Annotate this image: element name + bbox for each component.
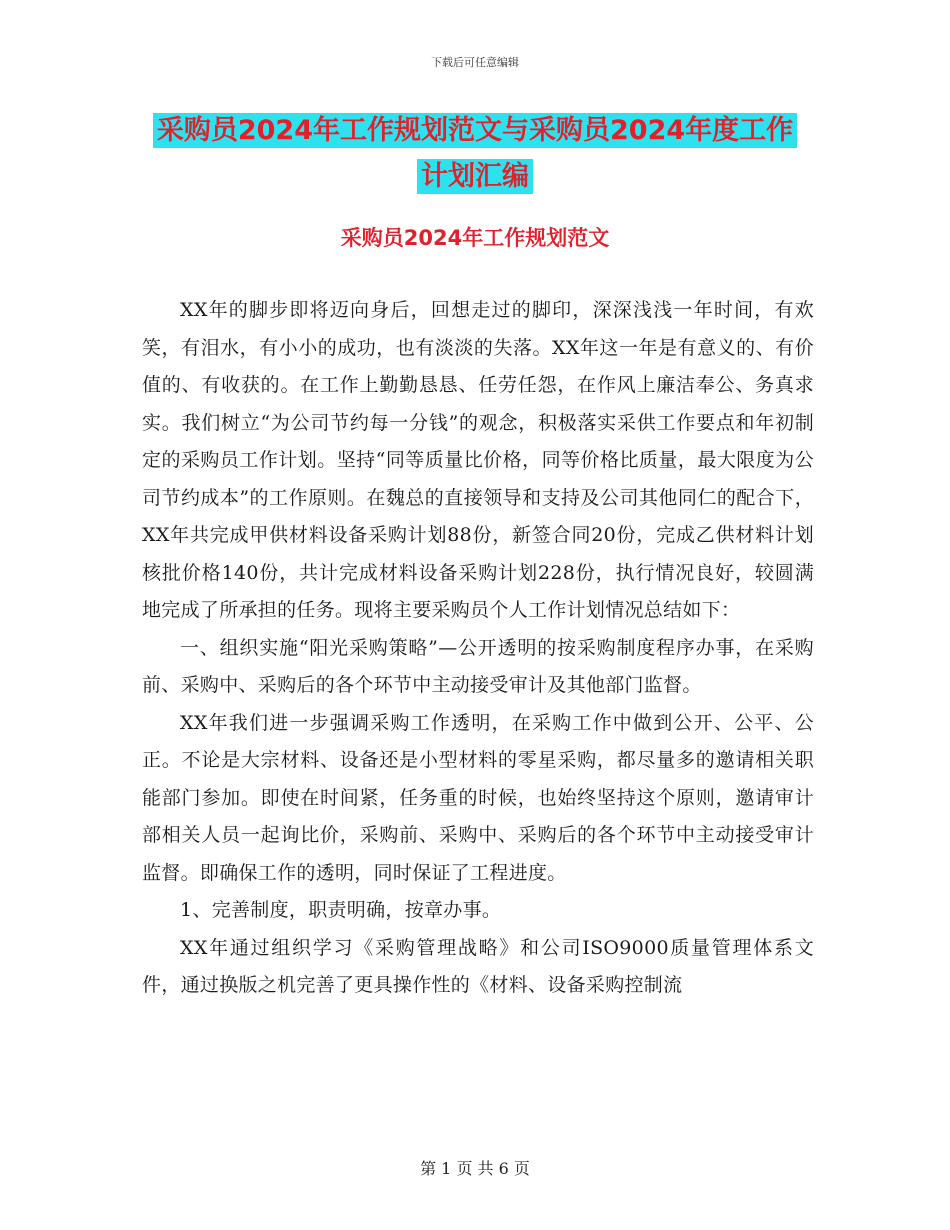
section-title: 采购员2024年工作规划范文 xyxy=(340,226,610,250)
document-title xyxy=(140,108,810,200)
document-title-line1: 采购员2024年工作规划范文与采购员2024年度工作 xyxy=(153,113,797,148)
document-title-line2: 计划汇编 xyxy=(417,159,533,194)
page-footer: 第 1 页 共 6 页 xyxy=(420,1159,530,1178)
body-text xyxy=(142,292,814,1005)
paragraph: 1、完善制度，职责明确，按章办事。 xyxy=(180,899,502,921)
paragraph: 一、组织实施“阳光采购策略”—公开透明的按采购制度程序办事，在采购前、采购中、采购后的各个环节中主动接受审计及其他部门监督。 xyxy=(142,636,814,696)
paragraph: XX年我们进一步强调采购工作透明，在采购工作中做到公开、公平、公正。不论是大宗材料、设备还是小型材料的零星采购，都尽量多的邀请相关职能部门参加。即使在时间紧，任务重的时候，也始终坚持这个原则，邀请审计部相关人员一起询比价，采购前、采购中、采购后的各个环节中主动接受审计监督。即确保工作的透明，同时保证了工程进度。 xyxy=(142,711,814,884)
paragraph: XX年的脚步即将迈向身后，回想走过的脚印，深深浅浅一年时间，有欢笑，有泪水，有小小的成功，也有淡淡的失落。XX年这一年是有意义的、有价值的、有收获的。在工作上勤勤恳恳、任劳任怨，在作风上廉洁奉公、务真求实。我们树立“为公司节约每一分钱”的观念，积极落实采供工作要点和年初制定的采购员工作计划。坚持“同等质量比价格，同等价格比质量，最大限度为公司节约成本”的工作原则。在魏总的直接领导和支持及公司其他同仁的配合下，XX年共完成甲供材料设备采购计划88份，新签合同20份，完成乙供材料计划核批价格140份，共计完成材料设备采购计划228份，执行情况良好，较圆满地完成了所承担的任务。现将主要采购员个人工作计划情况总结如下： xyxy=(142,299,814,621)
paragraph: XX年通过组织学习《采购管理战略》和公司ISO9000质量管理体系文件，通过换版之机完善了更具操作性的《材料、设备采购控制流 xyxy=(142,936,814,996)
page-header-note: 下载后可任意编辑 xyxy=(431,56,519,69)
